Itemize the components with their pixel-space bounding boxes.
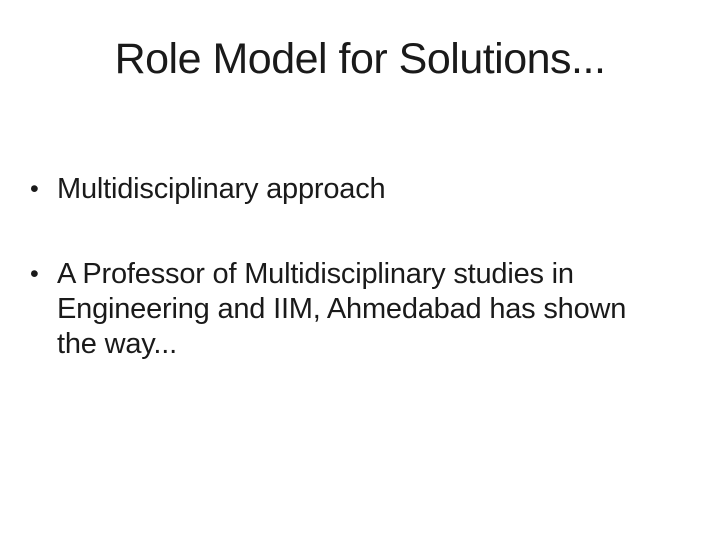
bullet-item-2 [30,257,662,362]
bullet-item-1 [30,172,662,207]
bullet-text-1: Multidisciplinary approach [57,173,386,205]
bullet-icon: • [30,175,39,203]
bullet-list [30,172,662,362]
bullet-icon: • [30,260,39,288]
slide-title: Role Model for Solutions... [114,35,606,83]
bullet-text-2: A Professor of Multidisciplinary studies in Engineering and IIM, Ahmedabad has shown the way... [57,258,627,360]
